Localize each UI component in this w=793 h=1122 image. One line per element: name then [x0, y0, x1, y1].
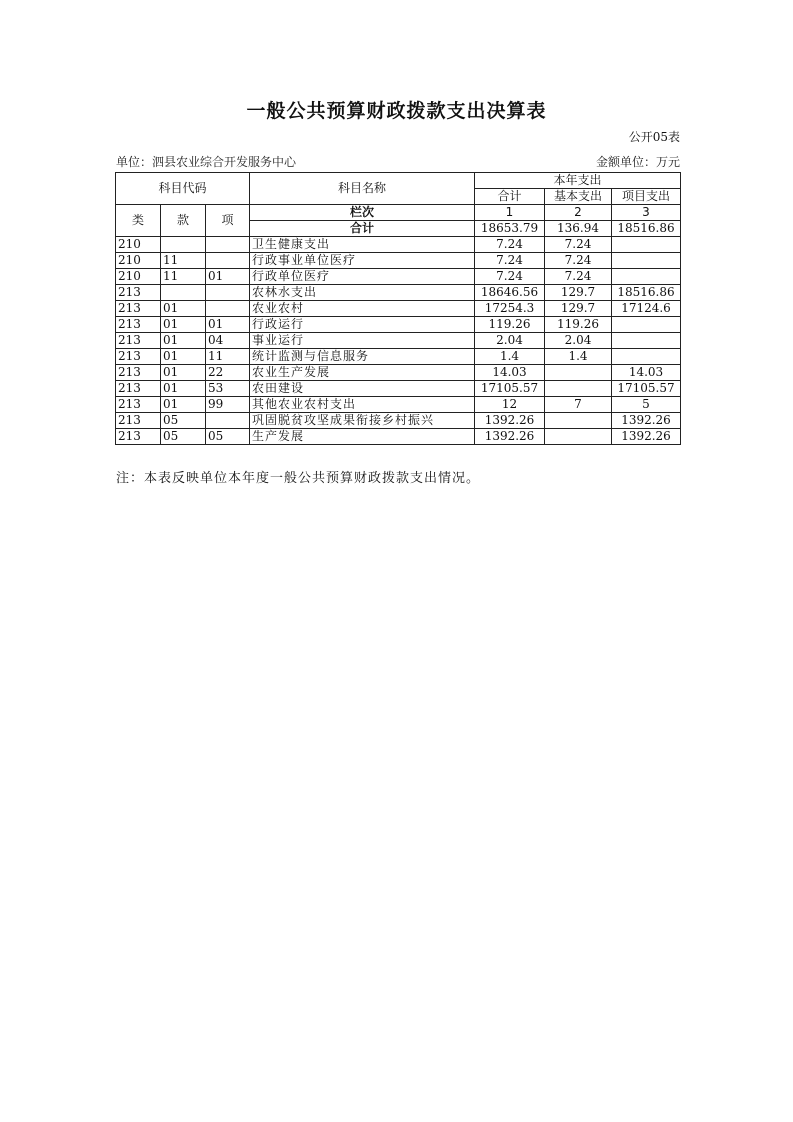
project-cell [612, 317, 681, 333]
sum-basic: 136.94 [545, 221, 612, 237]
basic-cell [545, 381, 612, 397]
basic-cell: 7.24 [545, 269, 612, 285]
expenditure-table [115, 172, 681, 445]
project-cell: 17105.57 [612, 381, 681, 397]
xiang-cell [206, 285, 250, 301]
table-row [116, 365, 681, 381]
project-cell: 18516.86 [612, 285, 681, 301]
kuan-cell: 01 [161, 365, 206, 381]
kuan-cell [161, 237, 206, 253]
kuan-cell: 11 [161, 253, 206, 269]
total-cell: 1392.26 [475, 413, 545, 429]
total-cell: 18646.56 [475, 285, 545, 301]
basic-cell: 7.24 [545, 253, 612, 269]
total-cell: 7.24 [475, 237, 545, 253]
xiang-cell: 04 [206, 333, 250, 349]
kuan-cell: 01 [161, 397, 206, 413]
kuan-cell: 05 [161, 413, 206, 429]
total-cell: 1392.26 [475, 429, 545, 445]
table-row [116, 413, 681, 429]
xiang-cell [206, 237, 250, 253]
xiang-cell [206, 301, 250, 317]
lei-cell: 213 [116, 349, 161, 365]
name-cell: 巩固脱贫攻坚成果衔接乡村振兴 [250, 413, 475, 429]
name-cell: 行政运行 [250, 317, 475, 333]
xiang-cell: 22 [206, 365, 250, 381]
sum-total: 18653.79 [475, 221, 545, 237]
name-cell: 统计监测与信息服务 [250, 349, 475, 365]
total-cell: 17105.57 [475, 381, 545, 397]
basic-cell: 129.7 [545, 301, 612, 317]
lei-cell: 213 [116, 317, 161, 333]
kuan-cell: 05 [161, 429, 206, 445]
page-title: 一般公共预算财政拨款支出决算表 [246, 100, 547, 122]
project-cell: 17124.6 [612, 301, 681, 317]
header-row-1 [116, 173, 681, 189]
name-column-header: 科目名称 [250, 173, 475, 205]
money-unit: 金额单位：万元 [595, 155, 680, 169]
basic-cell [545, 429, 612, 445]
name-cell: 卫生健康支出 [250, 237, 475, 253]
lei-header: 类 [116, 205, 161, 237]
lanci-label: 栏次 [250, 205, 475, 221]
project-cell [612, 349, 681, 365]
table-row [116, 301, 681, 317]
form-number: 公开05表 [628, 130, 680, 144]
total-cell: 7.24 [475, 269, 545, 285]
kuan-cell [161, 285, 206, 301]
basic-cell: 7 [545, 397, 612, 413]
basic-cell [545, 413, 612, 429]
name-cell: 行政事业单位医疗 [250, 253, 475, 269]
table-row [116, 237, 681, 253]
sum-project: 18516.86 [612, 221, 681, 237]
basic-cell: 129.7 [545, 285, 612, 301]
project-column-header: 项目支出 [612, 189, 681, 205]
total-cell: 2.04 [475, 333, 545, 349]
table-row [116, 333, 681, 349]
xiang-cell: 05 [206, 429, 250, 445]
xiang-cell [206, 253, 250, 269]
xiang-cell: 99 [206, 397, 250, 413]
lei-cell: 210 [116, 269, 161, 285]
total-cell: 12 [475, 397, 545, 413]
code-group-header: 科目代码 [116, 173, 250, 205]
name-cell: 其他农业农村支出 [250, 397, 475, 413]
total-cell: 17254.3 [475, 301, 545, 317]
table-row [116, 253, 681, 269]
project-cell: 14.03 [612, 365, 681, 381]
col-number-1: 1 [475, 205, 545, 221]
col-number-2: 2 [545, 205, 612, 221]
kuan-cell: 01 [161, 381, 206, 397]
name-cell: 农业生产发展 [250, 365, 475, 381]
project-cell: 1392.26 [612, 429, 681, 445]
project-cell [612, 333, 681, 349]
table-row [116, 269, 681, 285]
project-cell [612, 253, 681, 269]
basic-cell: 119.26 [545, 317, 612, 333]
basic-cell: 7.24 [545, 237, 612, 253]
kuan-cell: 01 [161, 301, 206, 317]
col-number-3: 3 [612, 205, 681, 221]
lei-cell: 213 [116, 413, 161, 429]
lei-cell: 213 [116, 301, 161, 317]
project-cell: 1392.26 [612, 413, 681, 429]
lei-cell: 210 [116, 237, 161, 253]
sum-label: 合计 [250, 221, 475, 237]
total-cell: 7.24 [475, 253, 545, 269]
table-row [116, 429, 681, 445]
lei-cell: 213 [116, 381, 161, 397]
xiang-cell: 53 [206, 381, 250, 397]
xiang-cell: 01 [206, 317, 250, 333]
table-row [116, 397, 681, 413]
project-cell [612, 269, 681, 285]
total-cell: 14.03 [475, 365, 545, 381]
table-row [116, 381, 681, 397]
lei-cell: 213 [116, 397, 161, 413]
xiang-cell [206, 413, 250, 429]
name-cell: 生产发展 [250, 429, 475, 445]
basic-cell [545, 365, 612, 381]
project-cell [612, 237, 681, 253]
basic-cell: 1.4 [545, 349, 612, 365]
footnote: 注：本表反映单位本年度一般公共预算财政拨款支出情况。 [116, 471, 481, 486]
xiang-header: 项 [206, 205, 250, 237]
kuan-cell: 11 [161, 269, 206, 285]
table-row [116, 285, 681, 301]
basic-column-header: 基本支出 [545, 189, 612, 205]
lei-cell: 210 [116, 253, 161, 269]
lei-cell: 213 [116, 333, 161, 349]
kuan-cell: 01 [161, 317, 206, 333]
table-row [116, 349, 681, 365]
header-row-3 [116, 205, 681, 221]
kuan-cell: 01 [161, 333, 206, 349]
name-cell: 行政单位医疗 [250, 269, 475, 285]
lei-cell: 213 [116, 429, 161, 445]
lei-cell: 213 [116, 365, 161, 381]
name-cell: 事业运行 [250, 333, 475, 349]
kuan-header: 款 [161, 205, 206, 237]
lei-cell: 213 [116, 285, 161, 301]
total-column-header: 合计 [475, 189, 545, 205]
basic-cell: 2.04 [545, 333, 612, 349]
kuan-cell: 01 [161, 349, 206, 365]
xiang-cell: 11 [206, 349, 250, 365]
year-expense-header: 本年支出 [475, 173, 681, 189]
table-row [116, 317, 681, 333]
name-cell: 农林水支出 [250, 285, 475, 301]
total-cell: 1.4 [475, 349, 545, 365]
reporting-unit: 单位：泗县农业综合开发服务中心 [116, 155, 297, 169]
total-cell: 119.26 [475, 317, 545, 333]
xiang-cell: 01 [206, 269, 250, 285]
name-cell: 农业农村 [250, 301, 475, 317]
project-cell: 5 [612, 397, 681, 413]
name-cell: 农田建设 [250, 381, 475, 397]
